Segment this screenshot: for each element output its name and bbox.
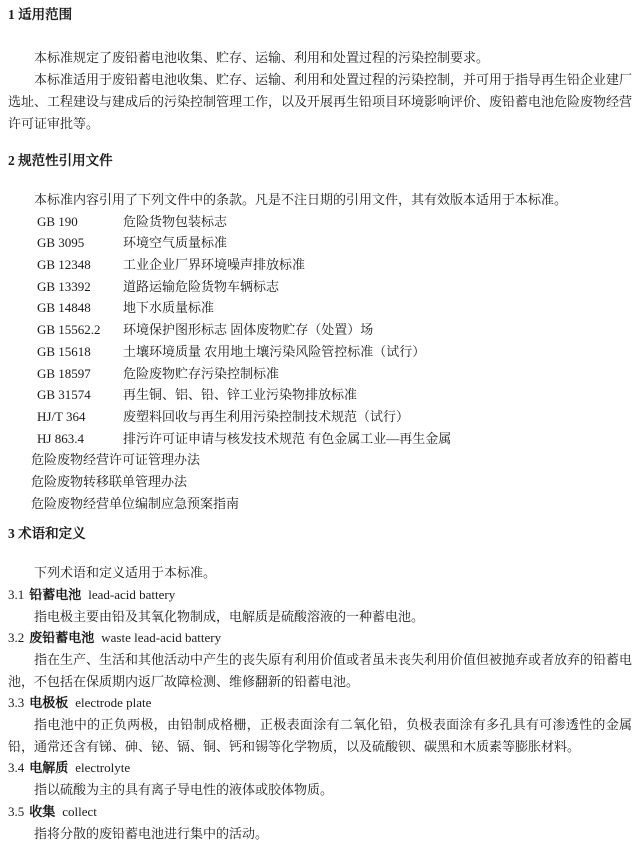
reference-code: GB 14848 — [37, 300, 91, 316]
reference-code: GB 18597 — [37, 365, 91, 381]
terms-intro: 下列术语和定义适用于本标准。 — [34, 565, 217, 581]
reference-title: 道路运输危险货物车辆标志 — [123, 278, 280, 294]
reference-code: GB 12348 — [37, 257, 91, 273]
reference-title: 土壤环境质量 农用地土壤污染风险管控标准（试行） — [123, 343, 426, 359]
reference-code: GB 15618 — [37, 343, 91, 359]
reference-title: 危险货物包装标志 — [123, 213, 228, 229]
reference-title: 再生铜、铝、铅、锌工业污染物排放标准 — [123, 387, 358, 403]
reference-title: 环境保护图形标志 固体废物贮存（处置）场 — [123, 322, 374, 338]
term-definition: 指以硫酸为主的具有离子导电性的液体或胶体物质。 — [34, 782, 334, 798]
term-number: 3.3 — [8, 695, 25, 711]
term-name-zh: 废铅蓄电池 — [29, 630, 95, 646]
term-name-en: electrolyte — [75, 760, 131, 776]
term-name-zh: 电解质 — [29, 760, 69, 776]
term-heading — [8, 584, 632, 606]
term-heading — [8, 692, 632, 714]
term-name-en: electrode plate — [75, 695, 152, 711]
reference-row — [8, 363, 632, 385]
reference-row — [8, 406, 632, 428]
term-definition: 指电池中的正负两极，由铅制成格栅，正极表面涂有二氧化铅，负极表面涂有多孔具有可渗透性的金属铅，通常还含有锑、砷、铋、镉、铜、钙和锡等化学物质，以及硫酸钡、碳黑和木质素等膨胀材料。 — [8, 717, 632, 754]
term-name-zh: 电极板 — [29, 695, 69, 711]
section-heading-terms-definitions: 3 术语和定义 — [8, 526, 86, 542]
term-definition: 指将分散的废铅蓄电池进行集中的活动。 — [34, 825, 269, 841]
term-number: 3.1 — [8, 586, 25, 602]
referenced-document: 危险废物转移联单管理办法 — [31, 474, 188, 490]
reference-row — [8, 297, 632, 319]
reference-row — [8, 319, 632, 341]
term-number: 3.5 — [8, 803, 25, 819]
term-heading — [8, 627, 632, 649]
references-intro: 本标准内容引用了下列文件中的条款。凡是不注日期的引用文件，其有效版本适用于本标准。 — [34, 191, 568, 207]
reference-title: 工业企业厂界环境噪声排放标准 — [123, 257, 306, 273]
reference-row — [8, 341, 632, 363]
referenced-document: 危险废物经营单位编制应急预案指南 — [31, 495, 240, 511]
section-heading-normative-references: 2 规范性引用文件 — [8, 153, 113, 169]
term-heading — [8, 801, 632, 823]
term-name-en: collect — [62, 803, 97, 819]
reference-code: HJ/T 364 — [37, 408, 86, 424]
scope-paragraph: 本标准规定了废铅蓄电池收集、贮存、运输、利用和处置过程的污染控制要求。 — [34, 50, 490, 66]
term-definition: 指电极主要由铅及其氧化物制成，电解质是硫酸溶液的一种蓄电池。 — [34, 608, 425, 624]
reference-code: HJ 863.4 — [37, 430, 84, 446]
term-definition: 指在生产、生活和其他活动中产生的丧失原有利用价值或者虽未丧失利用价值但被抛弃或者放弃的铅蓄电池，不包括在保质期内返厂故障检测、维修翻新的铅蓄电池。 — [8, 651, 633, 689]
reference-code: GB 190 — [37, 213, 78, 229]
reference-title: 地下水质量标准 — [123, 300, 215, 316]
term-name-en: lead-acid battery — [88, 586, 176, 602]
reference-row — [8, 232, 632, 254]
term-name-en: waste lead-acid battery — [101, 630, 222, 646]
reference-code: GB 15562.2 — [37, 322, 101, 338]
term-name-zh: 铅蓄电池 — [29, 586, 82, 602]
term-heading — [8, 757, 632, 779]
reference-row — [8, 428, 632, 450]
reference-title: 废塑料回收与再生利用污染控制技术规范（试行） — [123, 408, 410, 424]
section-heading-scope: 1 适用范围 — [8, 7, 73, 22]
reference-row — [8, 384, 632, 406]
reference-row — [8, 254, 632, 276]
reference-title: 环境空气质量标准 — [123, 235, 228, 251]
scope-paragraph: 本标准适用于废铅蓄电池收集、贮存、运输、利用和处置过程的污染控制，并可用于指导再生铅企业建厂选址、工程建设与建成后的污染控制管理工作，以及开展再生铅项目环境影响评价、废铅蓄电池危险废物经营许可证审批等。 — [8, 72, 633, 131]
reference-title: 排污许可证申请与核发技术规范 有色金属工业—再生金属 — [123, 430, 452, 446]
reference-row — [8, 211, 632, 233]
reference-code: GB 3095 — [37, 235, 85, 251]
reference-row — [8, 276, 632, 298]
term-number: 3.4 — [8, 760, 25, 776]
reference-title: 危险废物贮存污染控制标准 — [123, 365, 280, 381]
term-number: 3.2 — [8, 630, 25, 646]
reference-code: GB 13392 — [37, 278, 91, 294]
reference-code: GB 31574 — [37, 387, 91, 403]
referenced-document: 危险废物经营许可证管理办法 — [31, 452, 201, 468]
term-name-zh: 收集 — [29, 803, 56, 819]
